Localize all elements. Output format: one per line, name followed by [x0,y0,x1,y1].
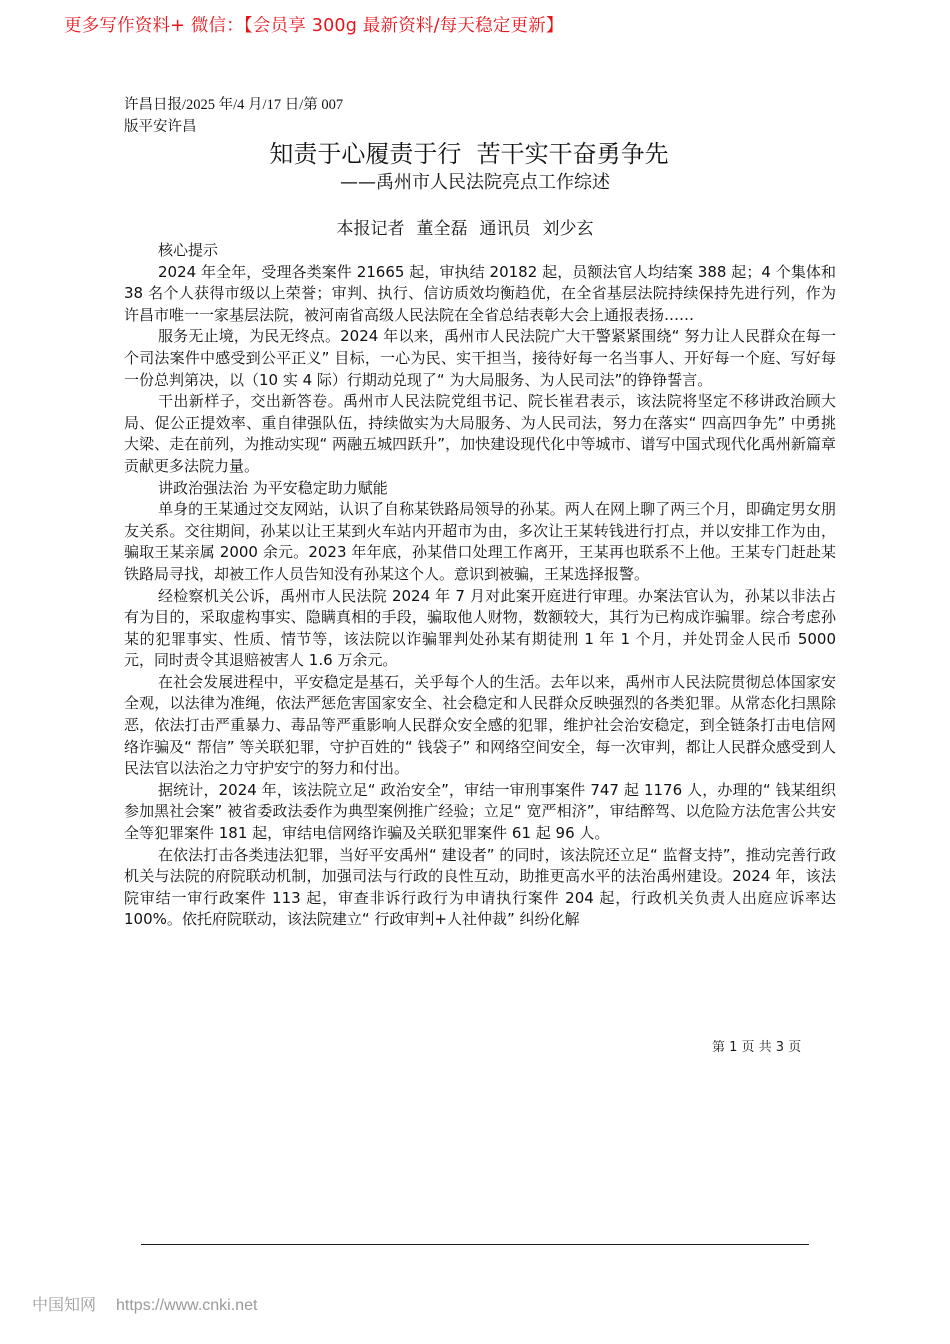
page-number: 第 1 页 共 3 页 [712,1040,802,1055]
paragraph: 2024 年全年，受理各类案件 21665 起，审执结 20182 起，员额法官人均结案 388 起；4 个集体和 38 名个人获得市级以上荣誉；审判、执行、信访质效均衡趋优，在全省基层法院持续保持先进行列，作为许昌市唯一一家基层法院，被河南省高级人民法院在全省总结表彰大会上通报表扬…… [124,262,836,324]
section-heading-politics-law: 讲政治强法治 为平安稳定助力赋能 [158,478,388,497]
byline-inner [337,219,594,239]
article-subtitle [0,170,950,196]
paragraph: 单身的王某通过交友网站，认识了自称某铁路局领导的孙某。两人在网上聊了两三个月，即确定男女朋友关系。交往期间，孙某以让王某到火车站内开超市为由，多次让王某转钱进行打点，并以安排工作为由，骗取王某亲属 2000 余元。2023 年年底，孙某借口处理工作离开，王某再也联系不上他。王某专门赶赴某铁路局寻找，却被工作人员告知没有孙某这个人。意识到被骗，王某选择报警。 [124,500,836,583]
paragraph: 经检察机关公诉，禹州市人民法院 2024 年 7 月对此案开庭进行审理。办案法官认为，孙某以非法占有为目的，采取虚构事实、隐瞒真相的手段，骗取他人财物，数额较大，其行为已构成诈骗罪。综合考虑孙某的犯罪事实、性质、情节等，该法院以诈骗罪判处孙某有期徒刑 1 年 1 个月，并处罚金人民币 5000 元，同时责令其退赔被害人 1.6 万余元。 [124,586,836,670]
footer-divider [141,1244,809,1245]
article-title [0,138,950,170]
paragraph: 服务无止境，为民无终点。2024 年以来，禹州市人民法院广大干警紧紧围绕“ 努力让人民群众在每一个司法案件中感受到公平正义” 目标，一心为民、实干担当，接待好每一名当事人、开好每一个庭、写好每一份总判第决，以（10 实 4 际）行期动兑现了“ 为大局服务、为人民司法”的铮铮誓言。 [124,327,836,389]
site-name: 中国知网 [32,1295,97,1314]
promo-banner: 更多写作资料+ 微信：【会员享 300g 最新资料/每天稳定更新】 [64,16,564,36]
paragraph: 在社会发展进程中，平安稳定是基石，关乎每个人的生活。去年以来，禹州市人民法院贯彻总体国家安全观，以法律为准绳，依法严惩危害国家安全、社会稳定和人民群众反映强烈的各类犯罪。从常态化扫黑除恶，依法打击严重暴力、毒品等严重影响人民群众安全感的犯罪，维护社会治安稳定，到全链条打击电信网络诈骗及“ 帮信” 等关联犯罪，守护百姓的“ 钱袋子” 和网络空间安全，每一次审判，都让人民群众感受到人民法官以法治之力守护安宁的努力和付出。 [124,672,836,778]
source-info [124,94,424,138]
paragraph: 在依法打击各类违法犯罪，当好平安禹州“ 建设者” 的同时，该法院还立足“ 监督支持”，推动完善行政机关与法院的府院联动机制，加强司法与行政的良性互动，助推更高水平的法治禹州建设。2024 年，该法院审结一审行政案件 113 起，审查非诉行政行为申请执行案件 204 起，行政机关负责人出庭应诉率达 100%。依托府院联动，该法院建立“ 行政审判+人社仲裁” 纠纷化解 [124,845,836,929]
correspondent-name: 刘少玄 [542,219,594,239]
correspondent-role: 通讯员 [479,219,531,239]
footer-source [32,1293,257,1318]
source-line-2: 版平安许昌 [124,119,197,135]
section-heading-core-tips: 核心提示 [158,241,219,259]
paragraph: 干出新样子，交出新答卷。禹州市人民法院党组书记、院长崔君表示，该法院将坚定不移讲政治顾大局、促公正提效率、重自律强队伍，持续做实为大局服务、为人民司法，努力在落实“ 四高四争先” 中勇挑大梁、走在前列，为推动实现“ 两融五城四跃升”，加快建设现代化中等城市、谱写中国式现代化禹州新篇章贡献更多法院力量。 [124,392,836,475]
reporter-name: 董全磊 [416,219,468,239]
source-line-1: 许昌日报/2025 年/4 月/17 日/第 007 [124,97,344,113]
article-title-text: 知责于心履责于行 苦干实干奋勇争先 [269,140,669,168]
article-body [124,240,836,931]
paragraph: 据统计，2024 年，该法院立足“ 政治安全”，审结一审刑事案件 747 起 1176 人，办理的“ 钱某组织参加黑社会案” 被省委政法委作为典型案例推广经验；立足“ 宽严相济”，审结醉驾、以危险方法危害公共安全等犯罪案件 181 起，审结电信网络诈骗及关联犯罪案件 61 起 96 人。 [124,780,836,843]
site-url: https://www.cnki.net [116,1297,258,1314]
reporter-role: 本报记者 [336,219,405,239]
article-subtitle-text: ——禹州市人民法院亮点工作综述 [340,172,610,193]
byline [0,217,950,241]
